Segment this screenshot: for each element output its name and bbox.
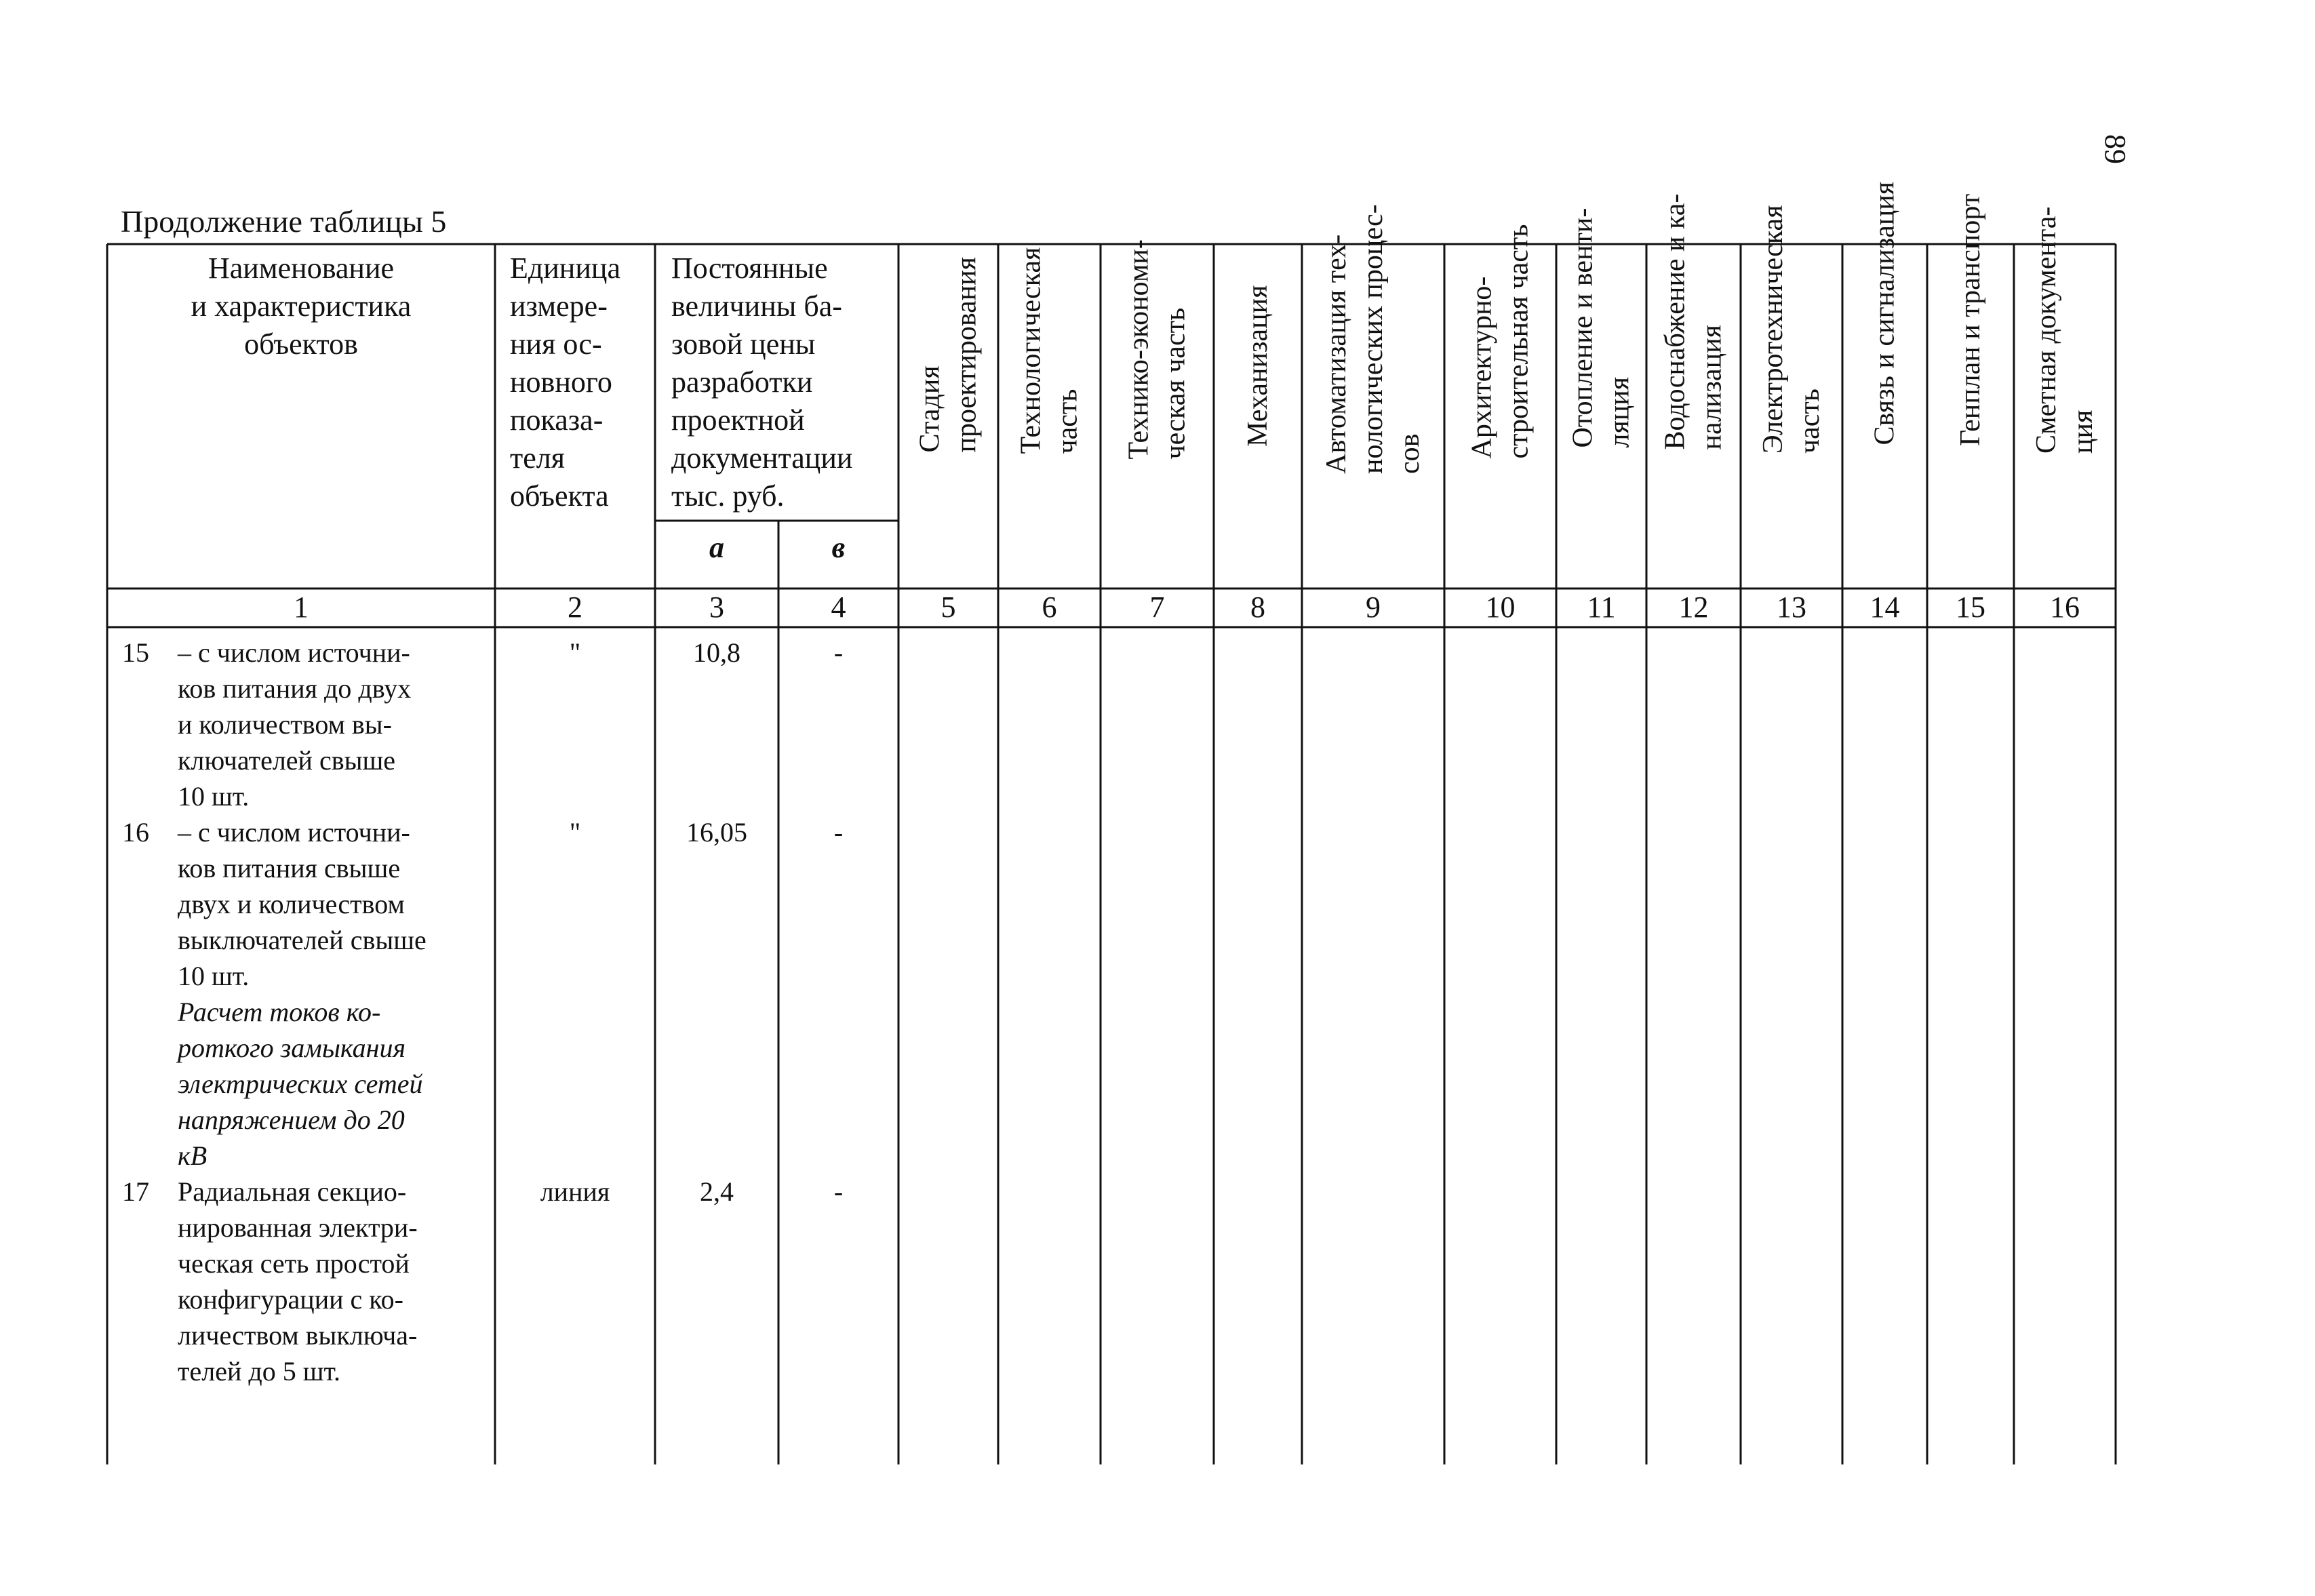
row-value-a: 2,4 [700, 1176, 734, 1207]
column-number: 13 [1777, 591, 1806, 624]
row-number: 15 [122, 637, 149, 668]
row-number: 17 [122, 1176, 149, 1207]
column-number: 9 [1366, 591, 1381, 624]
header-master-plan-transport: Генплан и транспорт [1955, 193, 1986, 446]
header-mechanization: Механизация [1242, 285, 1273, 447]
column-number: 2 [568, 591, 582, 624]
row-number: 16 [122, 817, 149, 847]
column-number: 5 [941, 591, 956, 624]
table-caption: Продолжение таблицы 5 [121, 204, 447, 239]
header-unit: Единица измере- ния ос- новного показа- теля объекта [510, 252, 620, 513]
column-number: 12 [1678, 591, 1709, 624]
header-estimate-documentation: Сметная документа- ция [2031, 206, 2099, 454]
header-electrotechnical: Электротехническая часть [1758, 205, 1825, 454]
row-description: – с числом источни- ков питания до двух и количеством вы- ключателей свыше 10 шт. [178, 637, 412, 812]
header-water-sewerage: Водоснабжение и ка- нализация [1659, 193, 1727, 450]
row-description: Радиальная секцио- нированная электри- ческая сеть простой конфигурации с ко- личеством выключа- телей до 5 шт. [178, 1176, 418, 1386]
column-number: 3 [709, 591, 724, 624]
header-heating-ventilation: Отопление и венти- ляция [1567, 207, 1635, 448]
header-sub-b: в [831, 531, 846, 564]
row-unit: " [569, 637, 581, 668]
row-value-a: 16,05 [686, 817, 747, 847]
column-number: 7 [1149, 591, 1165, 624]
row-unit: линия [540, 1176, 610, 1207]
column-number: 8 [1250, 591, 1265, 624]
column-number: 4 [831, 591, 846, 624]
header-sub-a: а [709, 531, 724, 564]
column-number: 6 [1042, 591, 1057, 624]
row-value-b: - [833, 1176, 844, 1207]
row-value-b: - [833, 817, 844, 847]
row-unit: " [569, 817, 581, 847]
header-design-stage: Стадия проектирования [914, 256, 982, 453]
header-technological-part: Технологическая часть [1015, 247, 1083, 454]
column-number: 11 [1587, 591, 1616, 624]
row-value-a: 10,8 [693, 637, 740, 668]
column-number: 1 [294, 591, 309, 624]
row-description: – с числом источни- ков питания свыше двух и количеством выключателей свыше 10 шт. [178, 817, 427, 991]
header-process-automation: Автоматизация тех- нологических процес- сов [1321, 204, 1425, 474]
row-value-b: - [833, 637, 844, 668]
header-technical-economic-part: Технико-экономи- ческая часть [1123, 239, 1191, 460]
column-number: 14 [1869, 591, 1900, 624]
column-number: 10 [1485, 591, 1516, 624]
column-number: 16 [2050, 591, 2080, 624]
page-number: 89 [2099, 134, 2133, 164]
header-constant-values: Постоянные величины ба- зовой цены разработки проектной документации тыс. руб. [671, 252, 853, 513]
header-communication-signaling: Связь и сигнализация [1869, 181, 1900, 445]
section-heading: Расчет токов ко- роткого замыкания электрических сетей напряжением до 20 кВ [178, 997, 423, 1171]
column-number: 15 [1956, 591, 1985, 624]
header-architectural-construction: Архитектурно- строительная часть [1466, 224, 1534, 459]
header-name-characteristics: Наименование и характеристика объектов [191, 252, 412, 361]
